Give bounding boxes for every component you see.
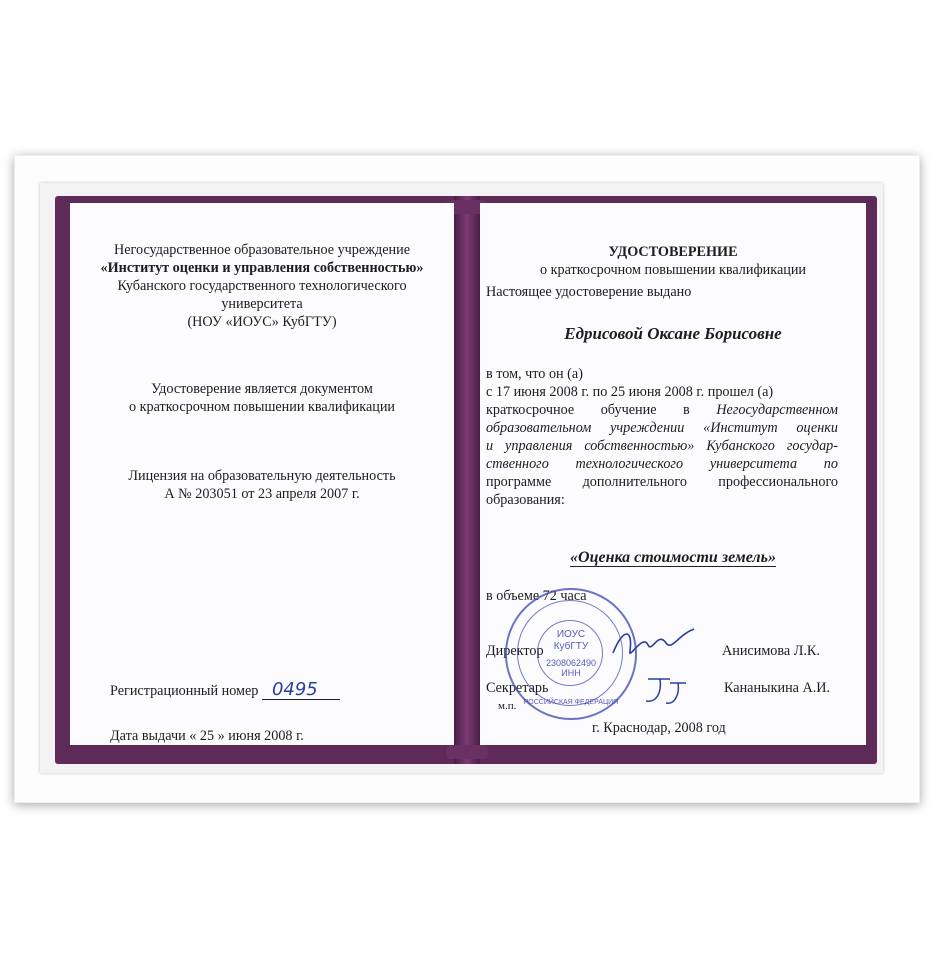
issued-to-label: Настоящее удостоверение выдано	[486, 284, 692, 300]
stamp-inn-label: ИНН	[561, 668, 581, 678]
registration-number: 0495	[262, 681, 340, 700]
seal-place-mark: м.п.	[498, 700, 517, 712]
certificate-subtitle: о краткосрочном повышении квалификации	[539, 262, 807, 278]
certificate-title: УДОСТОВЕРЕНИЕ	[608, 244, 738, 260]
cover-spine	[454, 196, 480, 764]
certificate-body	[486, 365, 838, 509]
program-title	[480, 549, 866, 567]
program-title-text: «Оценка стоимости земель»	[570, 549, 776, 566]
org-line-5: (НОУ «ИОУС» КубГТУ)	[187, 314, 337, 330]
stamp-abbr: ИОУС	[556, 629, 586, 640]
org-line-4: университета	[221, 296, 303, 312]
purpose-line-2: о краткосрочном повышении квалификации	[128, 399, 396, 415]
body-line-5-plain: Кубанского государ-	[706, 438, 838, 454]
body-line-5-italic: и управления собственностью»	[486, 438, 695, 454]
stamp-inn-number: 2308062490	[545, 658, 597, 668]
org-line-3: Кубанского государственного технологического	[117, 278, 407, 294]
course-volume: в объеме 72 часа	[486, 588, 587, 604]
body-line-2: с 17 июня 2008 г. по 25 июня 2008 г. прошел (а)	[486, 384, 774, 400]
body-line-6: ственного технологического университета по	[486, 456, 838, 472]
director-name: Анисимова Л.К.	[722, 643, 820, 659]
issue-date: Дата выдачи « 25 » июня 2008 г.	[110, 728, 304, 744]
org-line-1: Негосударственное образовательное учреждение	[113, 242, 410, 258]
recipient-name: Едрисовой Оксане Борисовне	[564, 324, 782, 343]
purpose-line-1: Удостоверение является документом	[151, 381, 373, 397]
body-line-7: программе дополнительного профессионального	[486, 474, 838, 490]
secretary-name: Кананыкина А.И.	[724, 680, 831, 696]
left-page	[70, 203, 454, 745]
director-label: Директор	[486, 643, 544, 659]
body-line-3-plain: краткосрочное обучение в	[486, 402, 690, 418]
stamp-country: РОССИЙСКАЯ ФЕДЕРАЦИЯ	[523, 699, 619, 706]
license-line-1: Лицензия на образовательную деятельность	[128, 468, 396, 484]
body-line-8: образования:	[486, 492, 565, 508]
place-and-year: г. Краснодар, 2008 год	[592, 720, 726, 736]
body-line-3	[486, 401, 838, 419]
secretary-signature	[640, 673, 690, 707]
body-line-1: в том, что он (а)	[486, 366, 583, 382]
secretary-label: Секретарь	[486, 680, 549, 696]
license-line-2: А № 203051 от 23 апреля 2007 г.	[164, 486, 360, 502]
spine-binding-bottom	[446, 745, 488, 759]
stamp-abbr-2: КубГТУ	[553, 641, 589, 652]
registration-label: Регистрационный номер	[110, 683, 259, 699]
organization-stamp	[505, 588, 637, 720]
body-line-3-italic: Негосударственном	[716, 402, 838, 418]
body-line-5	[486, 437, 838, 455]
org-line-2: «Институт оценки и управления собственностью»	[100, 260, 424, 276]
purpose-statement	[70, 380, 454, 416]
registration-number-row	[110, 681, 440, 700]
body-line-4: образовательном учреждении «Институт оценки	[486, 420, 838, 436]
license-info	[70, 467, 454, 503]
institution-header	[70, 241, 454, 331]
